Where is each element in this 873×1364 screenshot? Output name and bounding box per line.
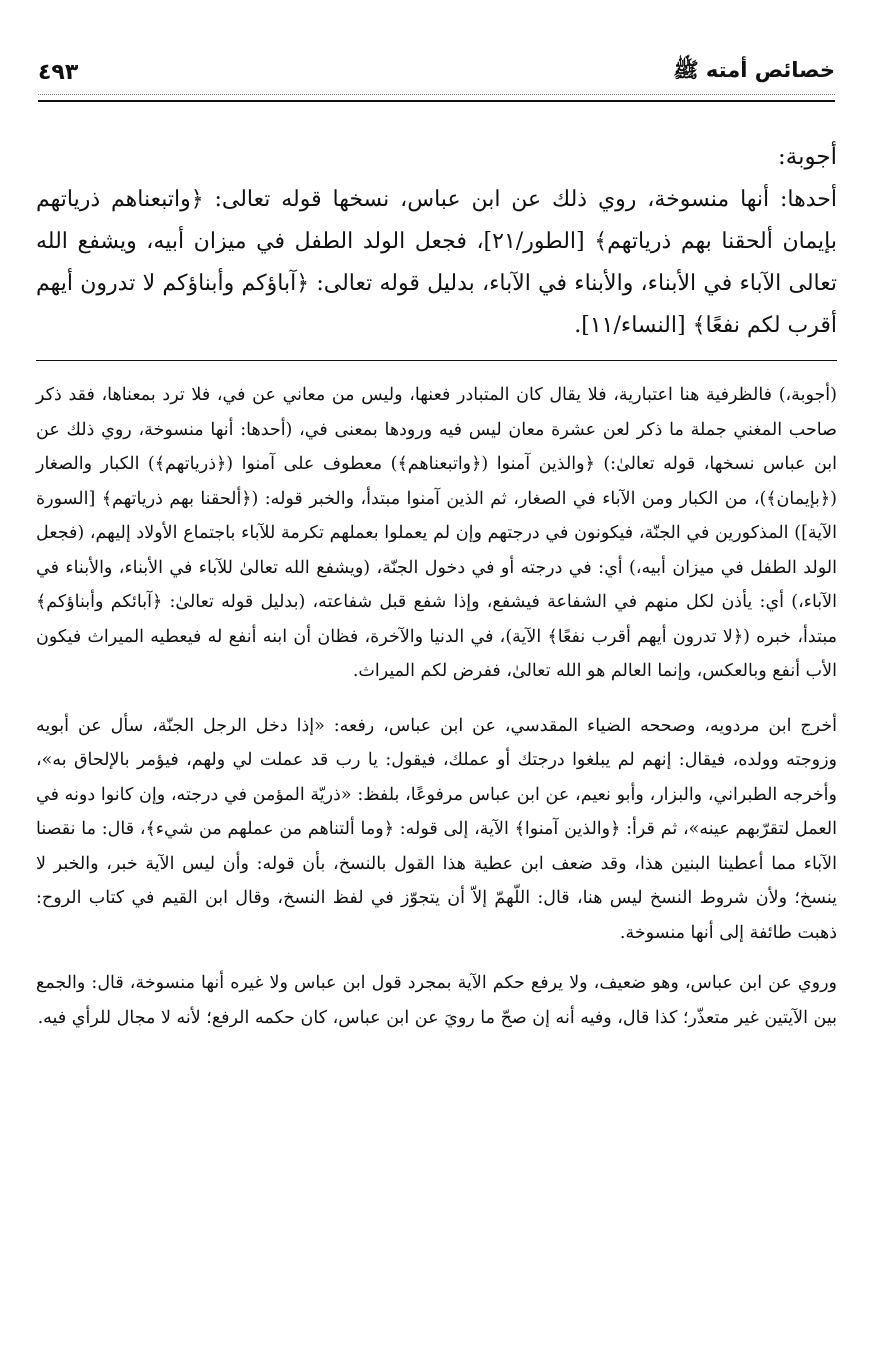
main-text-paragraph: أحدها: أنها منسوخة، روي ذلك عن ابن عباس، نسخها قوله تعالى: ﴿واتبعناهم ذرياتهم بإيمان ألحقنا بهم ذرياتهم﴾ [الطور/٢١]، فجعل الولد الطفل في ميزان أبيه، ويشفع الله تعالى الآباء في الأبناء، والأبناء في الآباء، بدليل قوله تعالى: ﴿آباؤكم وأبناؤكم لا تدرون أيهم أقرب لكم نفعًا﴾ [النساء/١١].	[36, 187, 837, 338]
header-dotted-rule	[38, 94, 835, 95]
main-text-heading: أجوبة:	[778, 144, 837, 170]
paragraph-gap	[36, 950, 837, 966]
paragraph-gap	[36, 689, 837, 709]
main-text	[36, 135, 837, 347]
running-title: خصائص أمته ﷺ	[673, 57, 835, 82]
page-header	[38, 52, 835, 92]
separator-rule	[36, 360, 837, 361]
page-number: ٤٩٣	[38, 59, 79, 85]
commentary-paragraph-3: وروي عن ابن عباس، وهو ضعيف، ولا يرفع حكم الآية بمجرد قول ابن عباس ولا غيره أنها منسوخة، قال: والجمع بين الآيتين غير متعذّر؛ كذا قال، وفيه أنه إن صحّ ما رويَ عن ابن عباس، كان حكمه الرفع؛ لأنه لا مجال للرأي فيه.	[36, 973, 837, 1028]
commentary-paragraph-1: (أجوبة،) فالظرفية هنا اعتبارية، فلا يقال كان المتبادر فعنها، وليس من معاني عن في، فلا ترد بمعناها، فقد ذكر صاحب المغني جملة ما ذكر لعن عشرة معان ليس فيه ورودها بمعنى في، (أحدها: أنها منسوخة، روي ذلك عن ابن عباس نسخها، قوله تعالىٰ:) ﴿والذين آمنوا (﴿واتبعناهم﴾) معطوف على آمنوا (﴿ذرياتهم﴾) الكبار والصغار (﴿بإيمان﴾)، من الكبار ومن الآباء في الصغار، ثم الذين آمنوا مبتدأ، والخبر قوله: (﴿ألحقنا بهم ذرياتهم﴾ [السورة الآية]) المذكورين في الجنّة، فيكونون في درجتهم وإن لم يعملوا بعملهم تكرمة للآباء باجتماع الأولاد إليهم، (فجعل الولد الطفل في ميزان أبيه،) أي: في درجته أو في دخول الجنّة، (ويشفع الله تعالىٰ للآباء في الأبناء، والأبناء في الآباء،) أي: يأذن لكل منهم في الشفاعة فيشفع، وإذا شفع قبل شفاعته، (بدليل قوله تعالىٰ: ﴿آبائكم وأبناؤكم﴾ مبتدأ، خبره (﴿لا تدرون أيهم أقرب نفعًا﴾ الآية)، في الدنيا والآخرة، فظان أن ابنه أنفع له فيعطيه الميراث فيكون الأب أنفع وبالعكس، وإنما العالم هو الله تعالىٰ، ففرض لكم الميراث.	[36, 385, 837, 681]
commentary-paragraph-2: أخرج ابن مردويه، وصححه الضياء المقدسي، عن ابن عباس، رفعه: «إذا دخل الرجل الجنّة، سأل عن أبويه وزوجته وولده، فيقال: إنهم لم يبلغوا درجتك أو عملك، فيقول: يا رب قد عملت لي ولهم، فيؤمر بالإلحاق به»، وأخرجه الطبراني، والبزار، وأبو نعيم، عن ابن عباس مرفوعًا، بلفظ: «ذريّة المؤمن في درجته، وإن كانوا دونه في العمل لتقرّبهم عينه»، ثم قرأ: ﴿والذين آمنوا﴾ الآية، إلى قوله: ﴿وما ألتناهم من عملهم من شيء﴾، قال: ما نقصنا الآباء مما أعطينا البنين هذا، وقد ضعف ابن عطية هذا القول بالنسخ، بأن قوله: وأن ليس الآية خبر، والخبر لا ينسخ؛ ولأن شروط النسخ ليس هنا، قال: اللّهمّ إلاّ أن يتجوّز في لفظ النسخ، وقال ابن القيم في كتاب الروح: ذهبت طائفة إلى أنها منسوخة.	[36, 715, 837, 943]
header-rule	[38, 100, 835, 102]
commentary	[36, 378, 837, 1035]
